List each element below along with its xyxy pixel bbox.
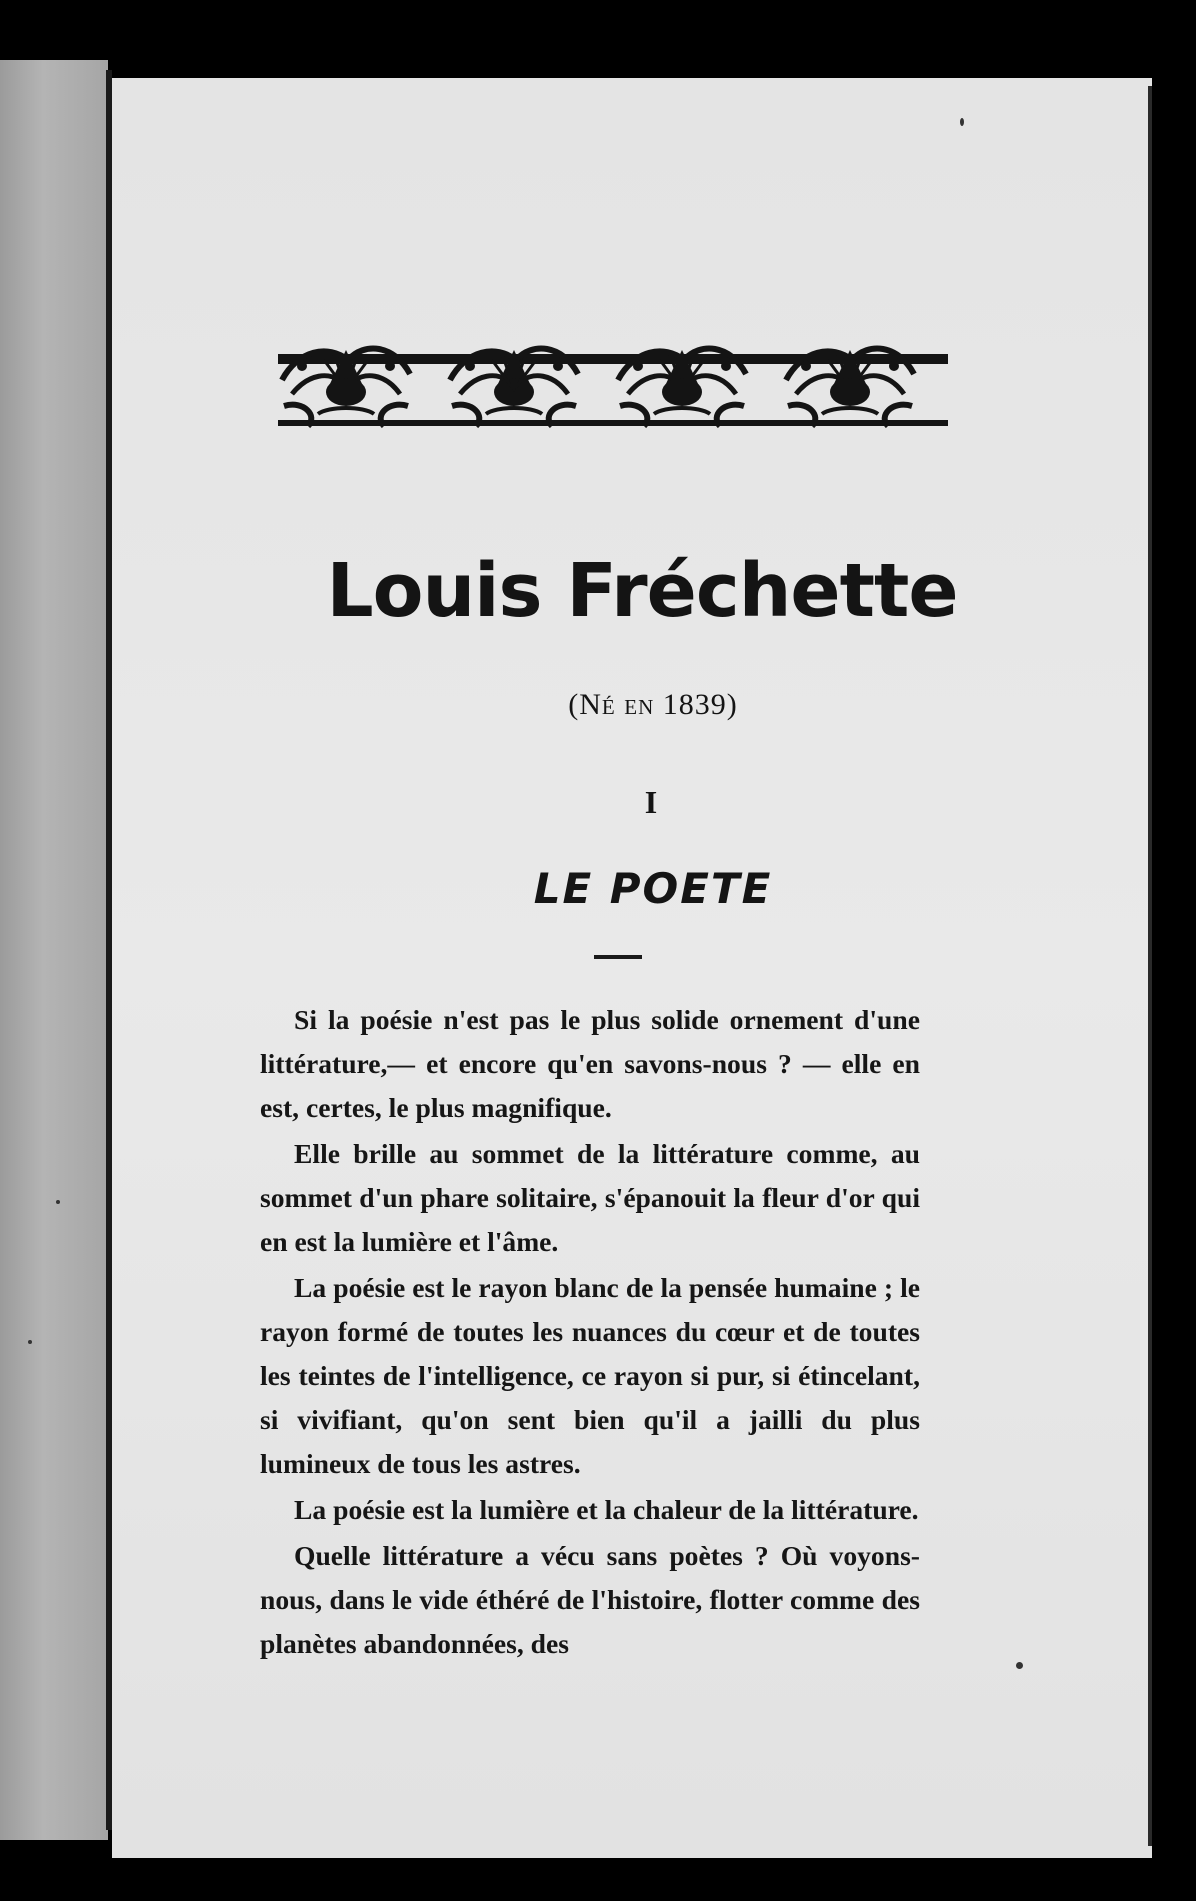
paragraph: Elle brille au sommet de la littérature comme, au sommet d'un phare solitaire, s'épanouit la fleur d'or qui en est la lumière et l'âme. xyxy=(260,1138,920,1257)
chapter-numeral: I xyxy=(644,784,658,820)
paragraph: La poésie est le rayon blanc de la pensée humaine ; le rayon formé de toutes les nuances du cœur et de toutes les teintes de l'intelligence, ce rayon si pur, si étincelant, si vivifiant, qu'on sent bien qu'il a jailli du plus lumineux de tous les astres. xyxy=(260,1272,920,1479)
paragraph: Si la poésie n'est pas le plus solide ornement d'une littérature,— et encore qu'en savons-nous ? — elle en est, certes, le plus magnifique. xyxy=(260,1004,920,1123)
paper-speck xyxy=(28,1340,32,1344)
floral-frieze-ornament-icon xyxy=(278,330,948,430)
paper-speck xyxy=(960,118,964,126)
section-divider xyxy=(594,955,642,959)
birth-year-note: (Né en 1839) xyxy=(568,688,738,721)
body-text xyxy=(260,998,920,1668)
page-title: Louis Fréchette xyxy=(326,548,958,634)
paper-speck xyxy=(1016,1662,1023,1669)
paper-speck xyxy=(56,1200,60,1204)
paragraph: La poésie est la lumière et la chaleur de la littérature. xyxy=(294,1494,919,1525)
adjacent-page-edge xyxy=(0,60,108,1840)
section-title: LE POETE xyxy=(533,864,773,913)
paragraph: Quelle littérature a vécu sans poètes ? Où voyons-nous, dans le vide éthéré de l'histoire, flotter comme des planètes abandonnées, des xyxy=(260,1540,920,1659)
page-right-edge xyxy=(1148,86,1152,1846)
